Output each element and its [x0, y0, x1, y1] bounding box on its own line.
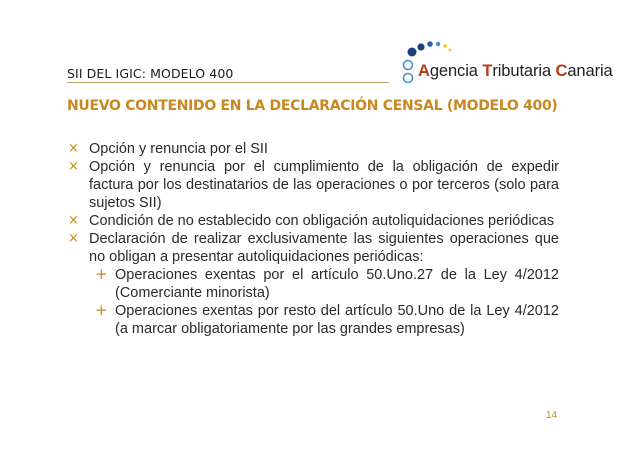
logo-dot-5: [443, 44, 447, 48]
bullet-text: Condición de no establecido con obligación autoliquidaciones periódicas: [89, 213, 555, 229]
bullet-item: [67, 212, 559, 230]
logo-dot-6: [449, 49, 452, 52]
bullet-text: Declaración de realizar exclusivamente las siguientes operaciones que no obligan a presentar autoliquidaciones periódicas:: [89, 231, 559, 265]
logo-dot-3: [427, 41, 433, 47]
logo-word-1: gencia: [429, 62, 483, 80]
bullet-text: Opción y renuncia por el SII: [89, 141, 268, 157]
bullet-x-icon: ×: [68, 159, 79, 174]
section-title: NUEVO CONTENIDO EN LA DECLARACIÓN CENSAL (MODELO 400): [67, 98, 558, 114]
logo-dot-4: [436, 42, 440, 46]
logo-letter-a: A: [418, 62, 430, 80]
bullet-x-icon: ×: [68, 141, 79, 156]
logo-dot-2: [417, 43, 424, 50]
logo-ring-1: [404, 61, 413, 70]
bullet-item: [67, 158, 559, 212]
bullet-item: [67, 140, 559, 158]
logo-word-3: anaria: [567, 62, 613, 80]
bullet-plus-icon: +: [95, 265, 108, 283]
logo-letter-t: T: [482, 62, 493, 80]
bullet-plus-icon: +: [95, 301, 108, 319]
bullet-item: [67, 230, 559, 266]
sub-bullet-text: Operaciones exentas por el artículo 50.Uno.27 de la Ley 4/2012 (Comerciante minorista): [115, 267, 559, 301]
bullet-text: Opción y renuncia por el cumplimiento de la obligación de expedir factura por los destinatarios de las operaciones o por terceros (solo para sujetos SII): [89, 159, 559, 211]
sub-bullet-text: Operaciones exentas por resto del artículo 50.Uno de la Ley 4/2012 (a marcar obligatoriamente por las grandes empresas): [115, 303, 559, 337]
logo-dot-1: [408, 48, 417, 57]
content-list: [67, 140, 559, 338]
logo-letter-c: C: [555, 62, 568, 80]
bullet-x-icon: ×: [68, 231, 79, 246]
bullet-x-icon: ×: [68, 213, 79, 228]
logo-ring-2: [404, 74, 413, 83]
logo-wordmark: [418, 62, 613, 81]
header-title: SII DEL IGIC: MODELO 400: [67, 66, 234, 81]
page-number: 14: [546, 410, 558, 421]
sub-bullet-item: [67, 302, 559, 338]
logo-word-2: ributaria: [492, 62, 556, 80]
sub-bullet-item: [67, 266, 559, 302]
header-rule: [67, 82, 389, 83]
